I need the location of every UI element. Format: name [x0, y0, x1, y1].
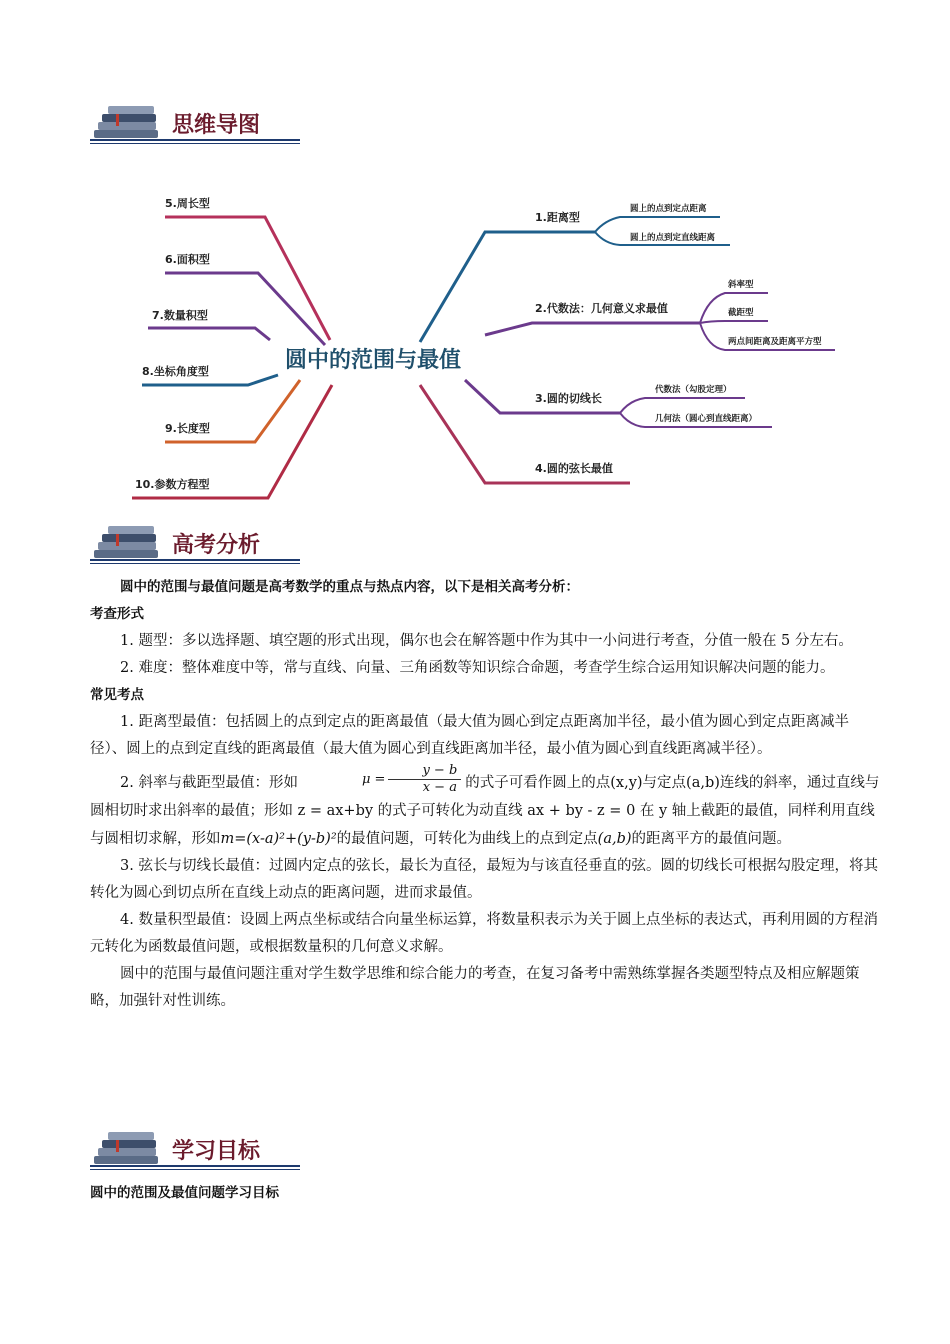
mind-map-node: 6.面积型: [165, 253, 210, 266]
form-item-lead: 1. 题型：: [120, 633, 182, 649]
mind-map-node: 10.参数方程型: [135, 478, 210, 491]
point-paragraph: 3. 弦长与切线长最值：过圆内定点的弦长，最长为直径，最短为与该直径垂直的弦。圆的切线长可根据勾股定理，将其转化为圆心到切点所在直线上动点的距离问题，进而求最值。: [90, 858, 878, 901]
mind-map-node: 8.坐标角度型: [142, 365, 209, 378]
goals-content: [90, 1180, 880, 1207]
mind-map-center: 圆中的范围与最值: [284, 348, 462, 373]
section-rule: [90, 559, 300, 564]
books-icon: [90, 104, 162, 140]
form-heading: 考查形式: [90, 606, 144, 622]
mind-map-leaf: 圆上的点到定点距离: [630, 204, 707, 214]
mind-map-leaf: 代数法（勾股定理）: [655, 385, 732, 395]
section-title: 高考分析: [172, 533, 261, 558]
section-header-mindmap: [90, 104, 300, 144]
form-item-text: 整体难度中等，常与直线、向量、三角函数等知识综合命题，考查学生综合运用知识解决问题的能力。: [181, 660, 835, 676]
section-title: 思维导图: [172, 113, 261, 138]
branch-line: [420, 232, 595, 342]
branch-line: [148, 328, 270, 340]
formula-numerator: y − b: [388, 763, 461, 780]
books-icon: [90, 1130, 162, 1166]
analysis-content: [90, 574, 880, 1015]
formula-denominator: x − a: [422, 780, 457, 795]
point-text: 2. 斜率与截距型最值：形如: [120, 775, 298, 791]
books-icon: [90, 524, 162, 560]
point-text: 的距离平方的最值问题。: [631, 831, 792, 847]
mind-map-node: 2.代数法：几何意义求最值: [535, 302, 668, 315]
point-paragraph: 4. 数量积型最值：设圆上两点坐标或结合向量坐标运算，将数量积表示为关于圆上点坐标的表达式，再利用圆的方程消元转化为函数最值问题，或根据数量积的几何意义求解。: [90, 912, 878, 955]
point-text: 的式子可看作圆上的点(x,y)与定点(a,b)连线的斜率，通过直线与圆相切时求出斜率的最值；形如 z = ax+by 的式子可转化为动直线 ax + by - z = 0 在 y 轴上截距的最值，同样利用直线与圆相切求解，形如: [90, 775, 880, 847]
branch-line: [595, 217, 720, 232]
mind-map-leaf: 几何法（圆心到直线距离）: [655, 414, 758, 424]
section-rule: [90, 139, 300, 144]
mind-map-leaf: 两点间距离及距离平方型: [728, 337, 822, 347]
form-item-lead: 2. 难度：: [120, 660, 182, 676]
form-item-text: 多以选择题、填空题的形式出现，偶尔也会在解答题中作为其中一小问进行考查，分值一般在 5 分左右。: [181, 633, 853, 649]
mind-map-leaf: 截距型: [728, 308, 754, 318]
mind-map-node: 9.长度型: [165, 422, 210, 435]
branch-line: [700, 321, 768, 323]
mind-map-node: 1.距离型: [535, 211, 580, 224]
formula-m: m=(x-a)²+(y-b)²: [220, 831, 337, 847]
fraction-formula: [302, 763, 461, 796]
mind-map: [120, 180, 840, 510]
mind-map-node: 5.周长型: [165, 197, 210, 210]
section-header-analysis: [90, 524, 300, 564]
goals-subtitle: 圆中的范围及最值问题学习目标: [90, 1185, 279, 1201]
analysis-intro: 圆中的范围与最值问题是高考数学的重点与热点内容，以下是相关高考分析：: [120, 579, 579, 595]
form-item: [90, 655, 880, 682]
section-rule: [90, 1165, 300, 1170]
mind-map-node: 4.圆的弦长最值: [535, 462, 613, 475]
points-heading: 常见考点: [90, 687, 144, 703]
branch-line: [485, 323, 700, 335]
summary-paragraph: 圆中的范围与最值问题注重对学生数学思维和综合能力的考查，在复习备考中需熟练掌握各类题型特点及相应解题策略，加强针对性训练。: [90, 966, 860, 1009]
mind-map-leaf: 圆上的点到定直线距离: [630, 233, 716, 243]
branch-line: [620, 398, 745, 413]
formula-point: (a,b): [597, 831, 632, 847]
mind-map-node: 3.圆的切线长: [535, 392, 602, 405]
point-paragraph: 1. 距离型最值：包括圆上的点到定点的距离最值（最大值为圆心到定点距离加半径，最小值为圆心到定点距离减半径）、圆上的点到定直线的距离最值（最大值为圆心到直线距离加半径，最小值为圆心到直线距离减半径）。: [90, 714, 849, 757]
mind-map-leaf: 斜率型: [728, 280, 754, 290]
formula-mu: μ =: [361, 771, 386, 787]
point-paragraph: [90, 763, 880, 853]
section-header-goals: [90, 1130, 300, 1170]
mind-map-node: 7.数量积型: [152, 309, 208, 322]
form-item: [90, 628, 880, 655]
section-title: 学习目标: [172, 1139, 261, 1164]
point-text: 的最值问题，可转化为曲线上的点到定点: [336, 831, 598, 847]
